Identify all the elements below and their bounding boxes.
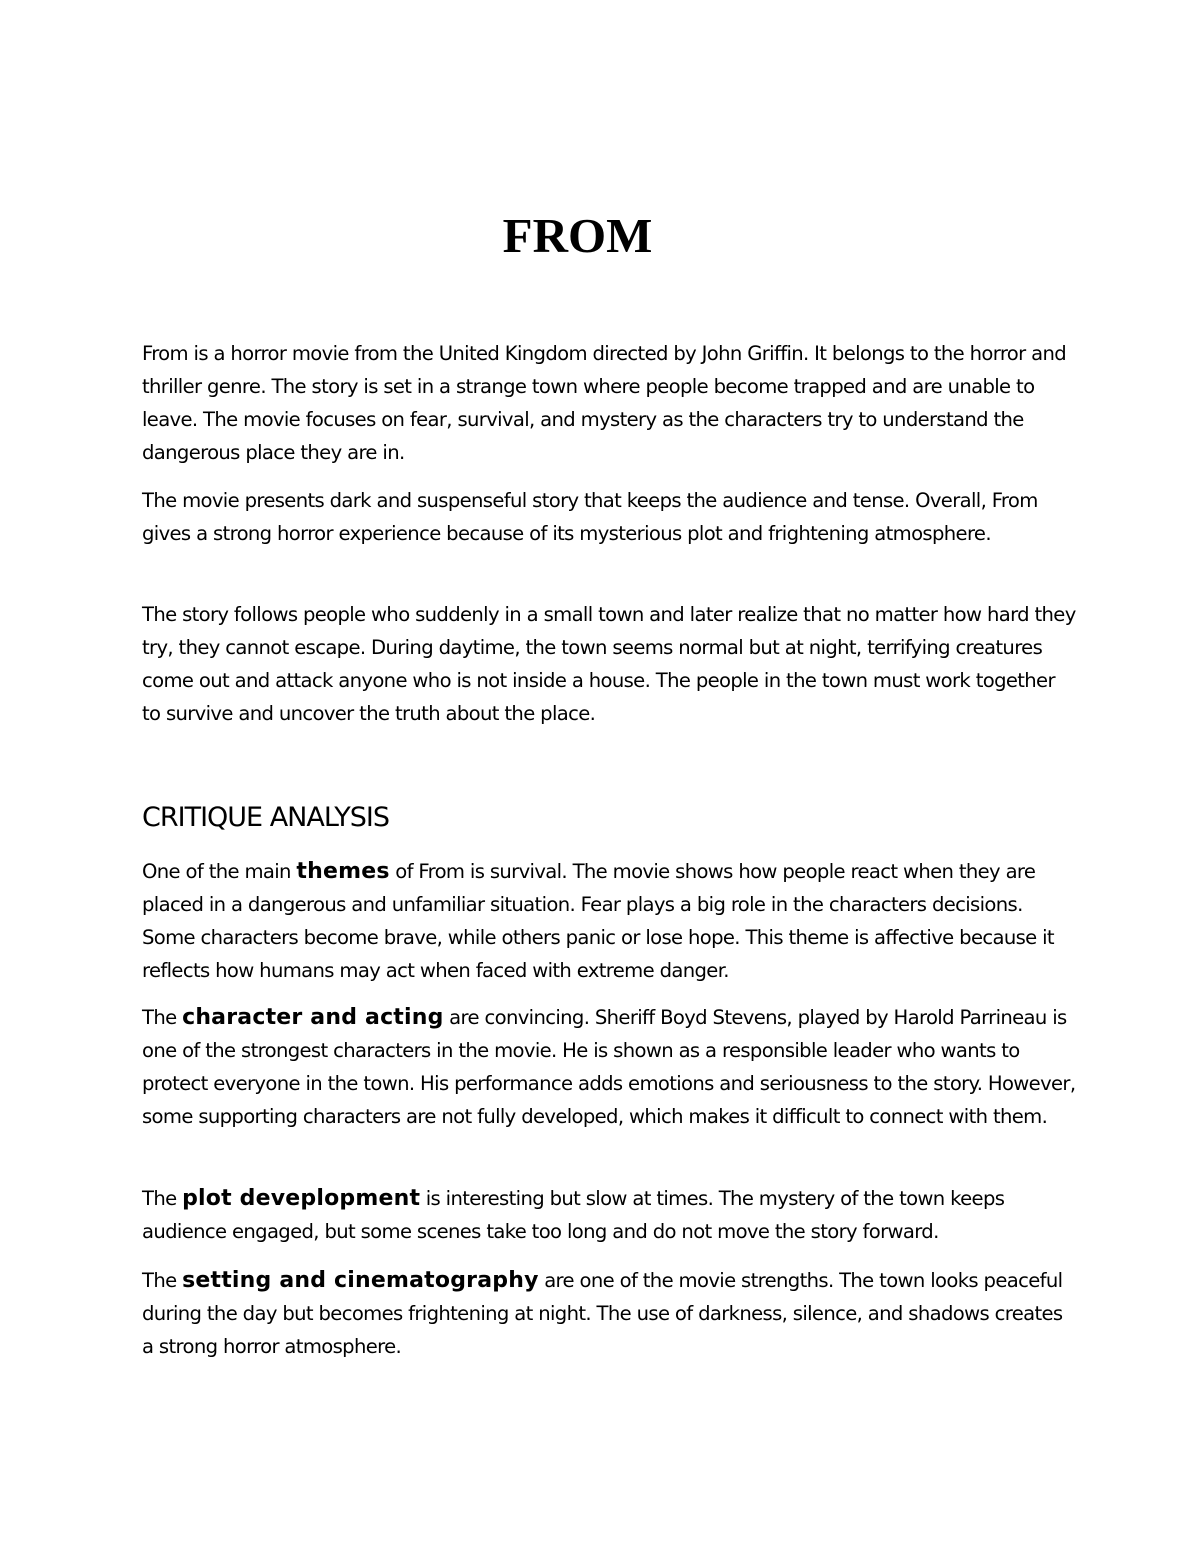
setting-text-after: are one of the movie strengths. The town looks peaceful during the day but becomes frightening at night. The use of darkness, silence, and shadows creates a strong horror atmosphere. [142,1269,1063,1358]
setting-keyword: setting and cinematography [182,1268,539,1293]
character-keyword: character and acting [182,1005,444,1030]
plot-paragraph [142,1182,1077,1248]
themes-paragraph [142,855,1077,987]
character-text-before: The [142,1006,183,1029]
plot-text-before: The [142,1187,183,1210]
setting-paragraph [142,1264,1077,1363]
critique-heading: CRITIQUE ANALYSIS [142,802,390,833]
intro-paragraph-1: From is a horror movie from the United Kingdom directed by John Griffin. It belongs to the horror and thriller genre. The story is set in a strange town where people become trapped and are unable to leave. The movie focuses on fear, survival, and mystery as the characters try to understand the dangerous place they are in. [142,342,1067,464]
themes-keyword: themes [296,859,390,884]
setting-text-before: The [142,1269,183,1292]
plot-keyword: plot deveplopment [182,1186,421,1211]
document-title: FROM [502,208,653,263]
character-text-after: are convincing. Sheriff Boyd Stevens, played by Harold Parrineau is one of the strongest characters in the movie. He is shown as a responsible leader who wants to protect everyone in the town. His performance adds emotions and seriousness to the story. However, some supporting characters are not fully developed, which makes it difficult to connect with them. [142,1006,1076,1128]
themes-text-before: One of the main [142,860,297,883]
character-paragraph [142,1001,1077,1133]
plot-text-after: is interesting but slow at times. The mystery of the town keeps audience engaged, but some scenes take too long and do not move the story forward. [142,1187,1005,1243]
intro-paragraph-3: The story follows people who suddenly in a small town and later realize that no matter how hard they try, they cannot escape. During daytime, the town seems normal but at night, terrifying creatures come out and attack anyone who is not inside a house. The people in the town must work together to survive and uncover the truth about the place. [142,603,1076,725]
themes-text-after: of From is survival. The movie shows how people react when they are placed in a dangerous and unfamiliar situation. Fear plays a big role in the characters decisions. Some characters become brave, while others panic or lose hope. This theme is affective because it reflects how humans may act when faced with extreme danger. [142,860,1054,982]
intro-paragraph-2: The movie presents dark and suspenseful story that keeps the audience and tense. Overall, From gives a strong horror experience because of its mysterious plot and frightening atmosphere. [142,489,1038,545]
